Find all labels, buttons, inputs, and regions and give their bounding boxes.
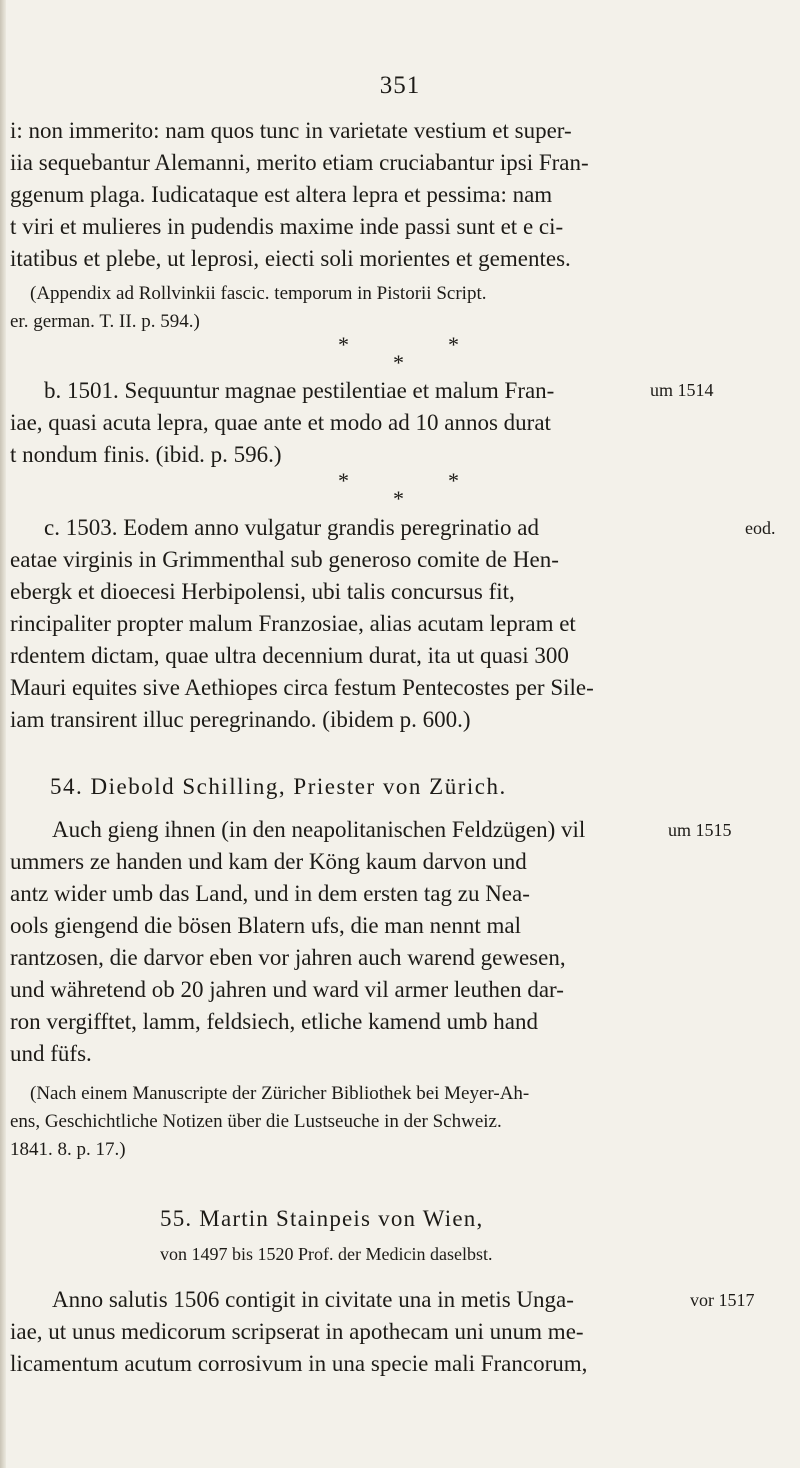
- text-line: iam transirent illuc peregrinando. (ibidem p. 600.): [10, 707, 471, 732]
- text-line: iae, ut unus medicorum scripserat in apothecam uni unum me-: [10, 1319, 584, 1344]
- margin-note: um 1514: [650, 380, 714, 400]
- margin-note: um 1515: [668, 820, 732, 840]
- citation-line: (Appendix ad Rollvinkii fascic. temporum in Pistorii Script.: [30, 283, 487, 304]
- text-line: ggenum plaga. Iudicataque est altera lepra et pessima: nam: [10, 182, 553, 207]
- text-line: licamentum acutum corrosivum in una specie mali Francorum,: [10, 1351, 588, 1376]
- text-line: iia sequebantur Alemanni, merito etiam cruciabantur ipsi Fran-: [10, 150, 589, 175]
- text-line: und füfs.: [10, 1041, 92, 1066]
- text-line: ron vergifftet, lamm, feldsiech, etliche kamend umb hand: [10, 1009, 538, 1034]
- text-line: rdentem dictam, quae ultra decennium durat, ita ut quasi 300: [10, 643, 569, 668]
- text-line: rincipaliter propter malum Franzosiae, alias acutam lepram et: [10, 611, 576, 636]
- margin-note: vor 1517: [690, 1290, 755, 1310]
- text-line: b. 1501. Sequuntur magnae pestilentiae et malum Fran-: [44, 378, 555, 403]
- separator-star: *: [448, 468, 459, 493]
- text-line: ools giengend die bösen Blatern ufs, die man nennt mal: [10, 913, 521, 938]
- text-line: Anno salutis 1506 contigit in civitate una in metis Unga-: [52, 1287, 574, 1312]
- text-line: und währetend ob 20 jahren und ward vil armer leuthen dar-: [10, 977, 564, 1002]
- text-line: iae, quasi acuta lepra, quae ante et modo ad 10 annos durat: [10, 410, 551, 435]
- page-number: 351: [379, 72, 421, 99]
- separator-star: *: [338, 332, 349, 357]
- page-gutter-edge: [0, 0, 6, 1468]
- margin-note: eod.: [745, 518, 776, 538]
- citation-line: ens, Geschichtliche Notizen über die Lustseuche in der Schweiz.: [10, 1111, 502, 1132]
- text-line: itatibus et plebe, ut leprosi, eiecti soli morientes et gementes.: [10, 246, 571, 271]
- section-heading: 55. Martin Stainpeis von Wien,: [160, 1206, 484, 1231]
- text-line: antz wider umb das Land, und in dem ersten tag zu Nea-: [10, 881, 530, 906]
- citation-line: er. german. T. II. p. 594.): [10, 311, 200, 332]
- separator-star: *: [393, 350, 404, 375]
- separator-star: *: [448, 332, 459, 357]
- text-line: c. 1503. Eodem anno vulgatur grandis peregrinatio ad: [44, 515, 539, 540]
- separator-star: *: [393, 486, 404, 511]
- text-line: eatae virginis in Grimmenthal sub generoso comite de Hen-: [10, 547, 559, 572]
- text-line: rantzosen, die darvor eben vor jahren auch warend gewesen,: [10, 945, 566, 970]
- text-line: Mauri equites sive Aethiopes circa festum Pentecostes per Sile-: [10, 675, 594, 700]
- text-line: ebergk et dioecesi Herbipolensi, ubi talis concursus fit,: [10, 579, 515, 604]
- citation-line: 1841. 8. p. 17.): [10, 1139, 126, 1160]
- text-line: t viri et mulieres in pudendis maxime inde passi sunt et e ci-: [10, 214, 564, 239]
- citation-line: (Nach einem Manuscripte der Züricher Bibliothek bei Meyer-Ah-: [30, 1083, 530, 1104]
- section-heading: 54. Diebold Schilling, Priester von Zürich.: [50, 774, 507, 799]
- section-subheading: von 1497 bis 1520 Prof. der Medicin daselbst.: [160, 1244, 493, 1264]
- separator-star: *: [338, 468, 349, 493]
- text-line: t nondum finis. (ibid. p. 596.): [10, 442, 282, 467]
- text-line: i: non immerito: nam quos tunc in varietate vestium et super-: [10, 118, 572, 143]
- text-line: Auch gieng ihnen (in den neapolitanischen Feldzügen) vil: [52, 817, 586, 842]
- text-line: ummers ze handen und kam der Köng kaum darvon und: [10, 849, 527, 874]
